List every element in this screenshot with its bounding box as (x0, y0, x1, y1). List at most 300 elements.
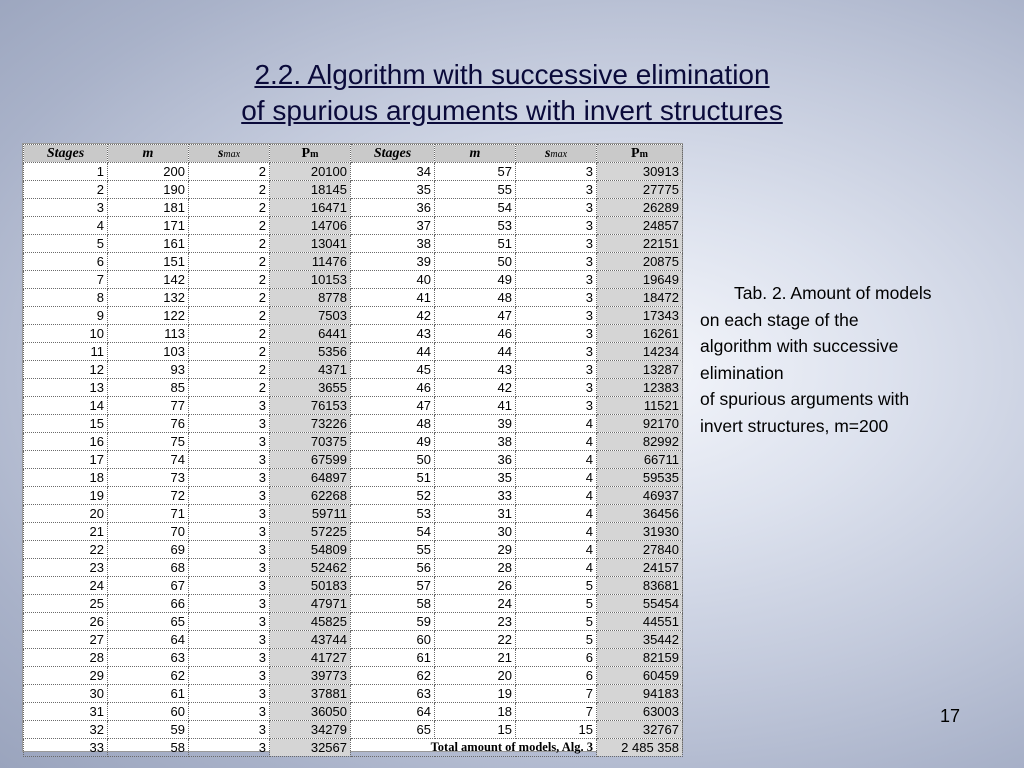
caption-line: Tab. 2. Amount of models (734, 283, 932, 303)
table-row (24, 559, 683, 577)
cell-stage: 22 (24, 541, 108, 559)
cell-m: 44 (435, 343, 516, 361)
cell-stage: 24 (24, 577, 108, 595)
cell-p-m: 70375 (270, 433, 351, 451)
cell-p-m: 63003 (597, 703, 683, 721)
cell-stage: 27 (24, 631, 108, 649)
cell-m: 51 (435, 235, 516, 253)
cell-p-m: 5356 (270, 343, 351, 361)
cell-m: 21 (435, 649, 516, 667)
cell-p-m: 54809 (270, 541, 351, 559)
models-table-panel (22, 143, 683, 755)
cell-m: 28 (435, 559, 516, 577)
cell-m: 63 (108, 649, 189, 667)
cell-p-m: 37881 (270, 685, 351, 703)
cell-s-max: 5 (516, 613, 597, 631)
cell-p-m: 27840 (597, 541, 683, 559)
cell-s-max: 3 (516, 235, 597, 253)
cell-m: 36 (435, 451, 516, 469)
header-s-max: smax (189, 145, 270, 163)
cell-stage: 57 (351, 577, 435, 595)
cell-m: 74 (108, 451, 189, 469)
cell-stage: 42 (351, 307, 435, 325)
cell-stage: 41 (351, 289, 435, 307)
cell-stage: 58 (351, 595, 435, 613)
cell-s-max: 2 (189, 361, 270, 379)
cell-s-max: 6 (516, 667, 597, 685)
cell-stage: 26 (24, 613, 108, 631)
cell-m: 76 (108, 415, 189, 433)
cell-s-max: 3 (189, 433, 270, 451)
cell-s-max: 5 (516, 595, 597, 613)
cell-stage: 65 (351, 721, 435, 739)
cell-p-m: 14234 (597, 343, 683, 361)
table-header-row (24, 145, 683, 163)
cell-stage: 21 (24, 523, 108, 541)
cell-stage: 18 (24, 469, 108, 487)
cell-stage: 8 (24, 289, 108, 307)
cell-stage: 14 (24, 397, 108, 415)
cell-p-m: 39773 (270, 667, 351, 685)
cell-p-m: 32767 (597, 721, 683, 739)
header-p-m: Pm (270, 145, 351, 163)
header-m-2: m (435, 145, 516, 163)
table-row (24, 541, 683, 559)
cell-m: 42 (435, 379, 516, 397)
table-row (24, 685, 683, 703)
cell-p-m: 35442 (597, 631, 683, 649)
cell-p-m: 8778 (270, 289, 351, 307)
cell-stage: 47 (351, 397, 435, 415)
cell-m: 122 (108, 307, 189, 325)
cell-s-max: 3 (189, 505, 270, 523)
cell-p-m: 3655 (270, 379, 351, 397)
cell-stage: 35 (351, 181, 435, 199)
cell-m: 57 (435, 163, 516, 181)
cell-m: 113 (108, 325, 189, 343)
table-row (24, 469, 683, 487)
cell-p-m: 16471 (270, 199, 351, 217)
cell-m: 77 (108, 397, 189, 415)
cell-p-m: 24857 (597, 217, 683, 235)
cell-m: 19 (435, 685, 516, 703)
caption-line: invert structures, m=200 (700, 415, 889, 436)
cell-s-max: 3 (189, 487, 270, 505)
cell-s-max: 4 (516, 469, 597, 487)
cell-p-m: 31930 (597, 523, 683, 541)
cell-s-max: 2 (189, 217, 270, 235)
cell-stage: 11 (24, 343, 108, 361)
cell-p-m: 43744 (270, 631, 351, 649)
cell-stage: 49 (351, 433, 435, 451)
cell-stage: 12 (24, 361, 108, 379)
cell-s-max: 3 (516, 307, 597, 325)
table-row (24, 199, 683, 217)
cell-p-m: 73226 (270, 415, 351, 433)
cell-s-max: 4 (516, 559, 597, 577)
cell-stage: 13 (24, 379, 108, 397)
cell-s-max: 3 (189, 451, 270, 469)
cell-p-m: 18472 (597, 289, 683, 307)
cell-stage: 38 (351, 235, 435, 253)
cell-m: 43 (435, 361, 516, 379)
cell-stage: 40 (351, 271, 435, 289)
cell-m: 55 (435, 181, 516, 199)
cell-p-m: 24157 (597, 559, 683, 577)
table-row-last (24, 739, 683, 757)
table-row (24, 271, 683, 289)
cell-s-max: 3 (516, 325, 597, 343)
cell-p-m: 41727 (270, 649, 351, 667)
cell-stage: 59 (351, 613, 435, 631)
header-stages: Stages (24, 145, 108, 163)
cell-p-m: 82992 (597, 433, 683, 451)
cell-stage: 17 (24, 451, 108, 469)
cell-m: 59 (108, 721, 189, 739)
cell-p-m: 66711 (597, 451, 683, 469)
cell-m: 73 (108, 469, 189, 487)
cell-m: 58 (108, 739, 189, 757)
cell-stage: 30 (24, 685, 108, 703)
cell-s-max: 3 (516, 163, 597, 181)
cell-stage: 51 (351, 469, 435, 487)
cell-m: 54 (435, 199, 516, 217)
cell-m: 46 (435, 325, 516, 343)
cell-stage: 3 (24, 199, 108, 217)
table-row (24, 703, 683, 721)
cell-p-m: 27775 (597, 181, 683, 199)
cell-stage: 48 (351, 415, 435, 433)
cell-p-m: 10153 (270, 271, 351, 289)
cell-s-max: 3 (189, 667, 270, 685)
cell-stage: 29 (24, 667, 108, 685)
caption-line: algorithm with successive (700, 336, 899, 356)
cell-s-max: 3 (189, 613, 270, 631)
cell-p-m: 59711 (270, 505, 351, 523)
cell-p-m: 26289 (597, 199, 683, 217)
cell-s-max: 3 (189, 631, 270, 649)
cell-m: 171 (108, 217, 189, 235)
cell-stage: 6 (24, 253, 108, 271)
cell-m: 15 (435, 721, 516, 739)
cell-p-m: 6441 (270, 325, 351, 343)
cell-stage: 23 (24, 559, 108, 577)
table-row (24, 505, 683, 523)
cell-s-max: 3 (516, 361, 597, 379)
cell-s-max: 2 (189, 199, 270, 217)
cell-m: 161 (108, 235, 189, 253)
cell-m: 26 (435, 577, 516, 595)
cell-s-max: 2 (189, 271, 270, 289)
table-row (24, 397, 683, 415)
cell-s-max: 5 (516, 631, 597, 649)
cell-stage: 32 (24, 721, 108, 739)
cell-m: 85 (108, 379, 189, 397)
cell-s-max: 3 (189, 721, 270, 739)
cell-stage: 36 (351, 199, 435, 217)
cell-s-max: 2 (189, 289, 270, 307)
cell-p-m: 7503 (270, 307, 351, 325)
cell-p-m: 94183 (597, 685, 683, 703)
total-value: 2 485 358 (597, 739, 683, 757)
cell-s-max: 3 (189, 577, 270, 595)
cell-s-max: 4 (516, 487, 597, 505)
cell-p-m: 18145 (270, 181, 351, 199)
table-row (24, 217, 683, 235)
cell-m: 142 (108, 271, 189, 289)
header-stages-2: Stages (351, 145, 435, 163)
cell-m: 33 (435, 487, 516, 505)
cell-p-m: 60459 (597, 667, 683, 685)
cell-stage: 28 (24, 649, 108, 667)
table-row (24, 163, 683, 181)
cell-s-max: 7 (516, 703, 597, 721)
cell-stage: 15 (24, 415, 108, 433)
cell-stage: 9 (24, 307, 108, 325)
cell-p-m: 82159 (597, 649, 683, 667)
cell-s-max: 4 (516, 451, 597, 469)
cell-stage: 31 (24, 703, 108, 721)
cell-stage: 55 (351, 541, 435, 559)
cell-stage: 56 (351, 559, 435, 577)
table-row (24, 415, 683, 433)
cell-m: 200 (108, 163, 189, 181)
cell-s-max: 3 (189, 739, 270, 757)
cell-s-max: 3 (189, 397, 270, 415)
cell-s-max: 3 (189, 703, 270, 721)
cell-p-m: 67599 (270, 451, 351, 469)
cell-stage: 34 (351, 163, 435, 181)
caption-line: on each stage of the (700, 309, 859, 330)
cell-m: 53 (435, 217, 516, 235)
cell-m: 29 (435, 541, 516, 559)
cell-stage: 54 (351, 523, 435, 541)
cell-stage: 63 (351, 685, 435, 703)
cell-s-max: 3 (189, 649, 270, 667)
cell-s-max: 2 (189, 253, 270, 271)
cell-stage: 61 (351, 649, 435, 667)
table-row (24, 433, 683, 451)
cell-stage: 62 (351, 667, 435, 685)
table-row (24, 289, 683, 307)
cell-p-m: 36050 (270, 703, 351, 721)
cell-p-m: 36456 (597, 505, 683, 523)
table-body (24, 163, 683, 739)
cell-m: 48 (435, 289, 516, 307)
cell-s-max: 3 (516, 217, 597, 235)
cell-m: 23 (435, 613, 516, 631)
cell-m: 67 (108, 577, 189, 595)
cell-p-m: 22151 (597, 235, 683, 253)
cell-m: 64 (108, 631, 189, 649)
cell-m: 93 (108, 361, 189, 379)
cell-s-max: 6 (516, 649, 597, 667)
table-row (24, 307, 683, 325)
slide-title (0, 57, 1024, 129)
cell-p-m: 92170 (597, 415, 683, 433)
table-row (24, 631, 683, 649)
cell-stage: 43 (351, 325, 435, 343)
table-row (24, 721, 683, 739)
cell-p-m: 17343 (597, 307, 683, 325)
cell-p-m: 76153 (270, 397, 351, 415)
cell-s-max: 2 (189, 343, 270, 361)
cell-p-m: 11476 (270, 253, 351, 271)
cell-m: 47 (435, 307, 516, 325)
cell-s-max: 2 (189, 181, 270, 199)
table-row (24, 343, 683, 361)
cell-stage: 33 (24, 739, 108, 757)
cell-m: 18 (435, 703, 516, 721)
cell-p-m: 52462 (270, 559, 351, 577)
table-row (24, 235, 683, 253)
cell-stage: 64 (351, 703, 435, 721)
cell-s-max: 4 (516, 505, 597, 523)
cell-m: 41 (435, 397, 516, 415)
models-table (23, 144, 683, 757)
cell-stage: 25 (24, 595, 108, 613)
cell-stage: 37 (351, 217, 435, 235)
caption-line: elimination (700, 362, 784, 383)
cell-stage: 10 (24, 325, 108, 343)
cell-s-max: 2 (189, 379, 270, 397)
cell-m: 38 (435, 433, 516, 451)
cell-s-max: 15 (516, 721, 597, 739)
table-row (24, 649, 683, 667)
cell-m: 50 (435, 253, 516, 271)
cell-stage: 7 (24, 271, 108, 289)
cell-p-m: 45825 (270, 613, 351, 631)
cell-s-max: 4 (516, 523, 597, 541)
cell-stage: 4 (24, 217, 108, 235)
title-line-1: 2.2. Algorithm with successive elimination (254, 59, 770, 90)
table-caption (700, 280, 1000, 439)
cell-p-m: 16261 (597, 325, 683, 343)
table-row (24, 181, 683, 199)
cell-p-m: 64897 (270, 469, 351, 487)
cell-p-m: 20875 (597, 253, 683, 271)
cell-stage: 2 (24, 181, 108, 199)
cell-p-m: 46937 (597, 487, 683, 505)
cell-stage: 53 (351, 505, 435, 523)
table-row (24, 253, 683, 271)
cell-m: 24 (435, 595, 516, 613)
cell-s-max: 3 (516, 271, 597, 289)
table-row (24, 577, 683, 595)
cell-p-m: 14706 (270, 217, 351, 235)
table-row (24, 361, 683, 379)
cell-m: 39 (435, 415, 516, 433)
cell-s-max: 2 (189, 163, 270, 181)
cell-p-m: 19649 (597, 271, 683, 289)
cell-p-m: 50183 (270, 577, 351, 595)
cell-m: 49 (435, 271, 516, 289)
cell-p-m: 13041 (270, 235, 351, 253)
cell-s-max: 4 (516, 415, 597, 433)
cell-m: 20 (435, 667, 516, 685)
cell-p-m: 62268 (270, 487, 351, 505)
cell-p-m: 20100 (270, 163, 351, 181)
cell-m: 190 (108, 181, 189, 199)
cell-s-max: 3 (189, 469, 270, 487)
cell-p-m: 55454 (597, 595, 683, 613)
cell-s-max: 2 (189, 325, 270, 343)
cell-s-max: 4 (516, 541, 597, 559)
title-line-2: of spurious arguments with invert structures (241, 95, 783, 126)
cell-m: 60 (108, 703, 189, 721)
cell-m: 151 (108, 253, 189, 271)
table-row (24, 595, 683, 613)
table-row (24, 451, 683, 469)
caption-line: of spurious arguments with (700, 389, 910, 409)
cell-p-m: 57225 (270, 523, 351, 541)
total-label: Total amount of models, Alg. 3 (351, 739, 597, 757)
cell-stage: 5 (24, 235, 108, 253)
cell-p-m: 47971 (270, 595, 351, 613)
cell-stage: 44 (351, 343, 435, 361)
cell-p-m: 11521 (597, 397, 683, 415)
cell-m: 66 (108, 595, 189, 613)
header-s-max-2: smax (516, 145, 597, 163)
cell-stage: 20 (24, 505, 108, 523)
cell-s-max: 7 (516, 685, 597, 703)
cell-p-m: 44551 (597, 613, 683, 631)
cell-s-max: 2 (189, 307, 270, 325)
table-row (24, 667, 683, 685)
cell-p-m: 12383 (597, 379, 683, 397)
cell-stage: 16 (24, 433, 108, 451)
table-row (24, 379, 683, 397)
cell-stage: 1 (24, 163, 108, 181)
cell-s-max: 3 (189, 541, 270, 559)
cell-m: 35 (435, 469, 516, 487)
cell-m: 22 (435, 631, 516, 649)
cell-m: 75 (108, 433, 189, 451)
cell-m: 62 (108, 667, 189, 685)
cell-m: 65 (108, 613, 189, 631)
cell-stage: 52 (351, 487, 435, 505)
cell-s-max: 3 (516, 181, 597, 199)
cell-s-max: 3 (516, 199, 597, 217)
cell-m: 61 (108, 685, 189, 703)
table-row (24, 613, 683, 631)
cell-s-max: 3 (516, 379, 597, 397)
cell-p-m: 4371 (270, 361, 351, 379)
cell-s-max: 3 (189, 559, 270, 577)
cell-p-m: 30913 (597, 163, 683, 181)
cell-s-max: 5 (516, 577, 597, 595)
cell-m: 31 (435, 505, 516, 523)
cell-stage: 50 (351, 451, 435, 469)
cell-s-max: 3 (516, 289, 597, 307)
cell-s-max: 3 (516, 253, 597, 271)
cell-stage: 39 (351, 253, 435, 271)
cell-m: 70 (108, 523, 189, 541)
cell-s-max: 3 (516, 397, 597, 415)
page-number: 17 (940, 706, 961, 726)
cell-s-max: 2 (189, 235, 270, 253)
cell-m: 69 (108, 541, 189, 559)
cell-m: 132 (108, 289, 189, 307)
cell-m: 181 (108, 199, 189, 217)
cell-s-max: 3 (189, 595, 270, 613)
cell-stage: 19 (24, 487, 108, 505)
cell-p-m: 34279 (270, 721, 351, 739)
table-row (24, 523, 683, 541)
header-p-m-2: Pm (597, 145, 683, 163)
cell-p-m: 13287 (597, 361, 683, 379)
header-m: m (108, 145, 189, 163)
